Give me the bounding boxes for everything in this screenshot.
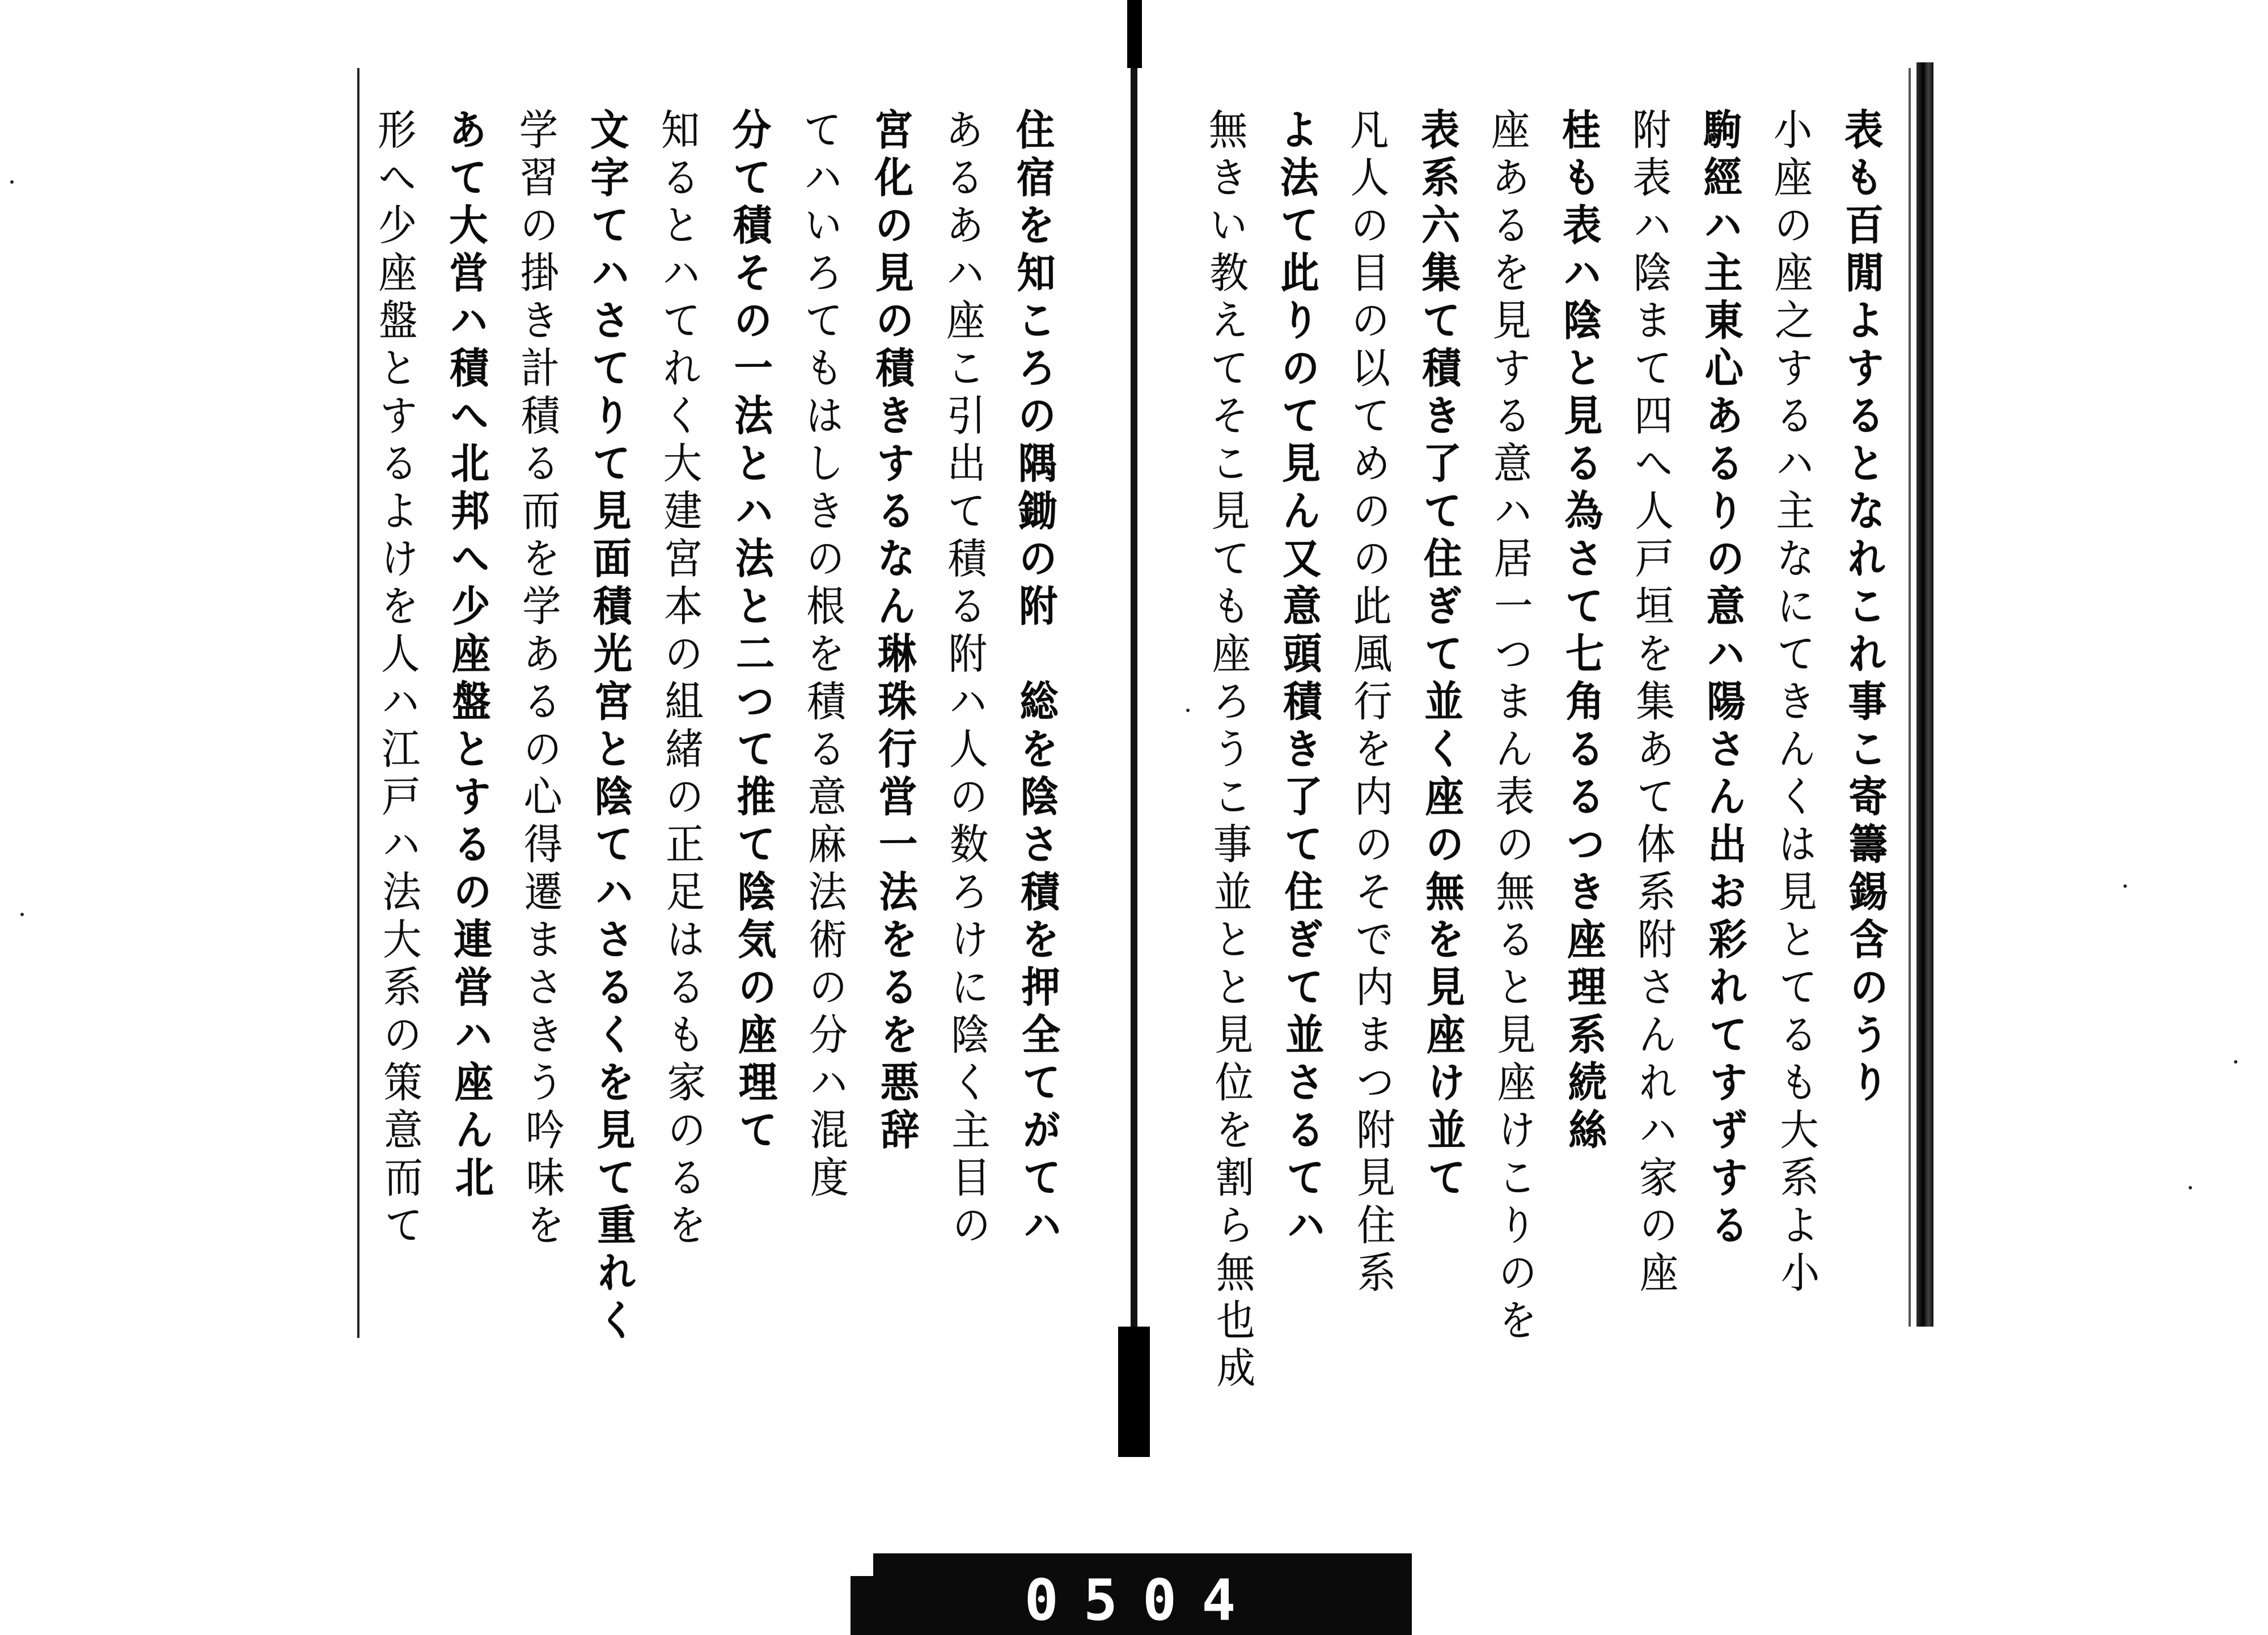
scan-speck [1186, 709, 1190, 712]
left-page-column-9: あて大営ハ積へ北邦へ少座盤とするの連営ハ座ん北 [442, 107, 494, 1204]
right-page-column-7: 表系六集て積き了て住ぎて並く座の無を見座け並て [1414, 107, 1466, 1204]
left-page-column-5: 分て積その一法とハ法と二つて推て陰気の座理て [726, 107, 778, 1156]
scan-speck [20, 913, 24, 916]
right-page-column-9: よ法て此りのて見ん又意頭積き了て住ぎて並さるてハ [1273, 107, 1326, 1251]
left-page [357, 68, 1136, 1346]
right-page-column-1: 表も百閒よするとなれこれ事こ寄籌錫含のうり [1838, 107, 1890, 1108]
scan-speck [2234, 1060, 2237, 1064]
page-stack-edge [1916, 62, 1933, 1327]
right-page-column-3: 駒經ハ主東心あるりの意ハ陽さん出お彩れてすずする [1696, 107, 1749, 1251]
scan-speck [2189, 1186, 2192, 1189]
left-page-column-1: 住宿を知ころの隅鋤の附 総を陰さ積を押全てがてハ [1009, 107, 1062, 1251]
right-page [1134, 68, 1925, 1394]
left-page-column-6: 知るとハてれく大建宮本の組緒の正足はるも家のるを [655, 107, 708, 1251]
spine-top-shadow [1127, 0, 1142, 68]
frame-number-badge [873, 1553, 1412, 1635]
left-page-text-columns [371, 107, 1062, 1346]
left-page-column-4: てハいろてもはしきの根を積る意麻法術の分ハ混度 [797, 107, 849, 1204]
right-page-column-8: 凡人の目の以てめのの此風行を内のそで内まつ附見住系 [1343, 107, 1397, 1299]
scan-speck [2123, 884, 2127, 888]
scan-speck [10, 180, 14, 184]
left-page-column-7: 文字てハさてりて見面積光宮と陰てハさるくを見て重れく [584, 107, 637, 1346]
right-page-column-10: 無きい教えてそこ見ても座ろうこ事並とと見位を割ら無也成 [1202, 107, 1256, 1394]
left-page-column-8: 学習の掛き計積る而を学あるの心得遷まさきう吟味を [513, 107, 565, 1251]
right-page-column-2: 小座の座之するハ主なにてきんくは見とてるも大系よ小 [1767, 107, 1820, 1299]
page-edge-line [1909, 68, 1911, 1327]
left-page-column-2: あるあハ座こ引出て積る附ハ人の数ろけに陰く主目の [938, 107, 991, 1251]
right-page-column-4: 附表ハ陰まて四へ人戸垣を集あて体系附さんれハ家の座 [1626, 107, 1679, 1299]
right-page-text-columns [1202, 107, 1890, 1394]
left-page-column-3: 宮化の見の積きするなん琳珠行営一法をるを悪辞 [868, 107, 920, 1156]
frame-number: 0504 [1024, 1567, 1261, 1633]
left-page-column-10: 形へ少座盤とするよけを人ハ江戸ハ法大系の策意而て [371, 107, 424, 1251]
spine-clip [1118, 1327, 1150, 1457]
right-page-column-5: 桂も表ハ陰と見る為さて七角るるつき座理系続絲 [1555, 107, 1607, 1156]
book-spine [1131, 0, 1137, 1451]
right-page-column-6: 座あるを見する意ハ居一つまん表の無ると見座けこりのを [1484, 107, 1538, 1346]
